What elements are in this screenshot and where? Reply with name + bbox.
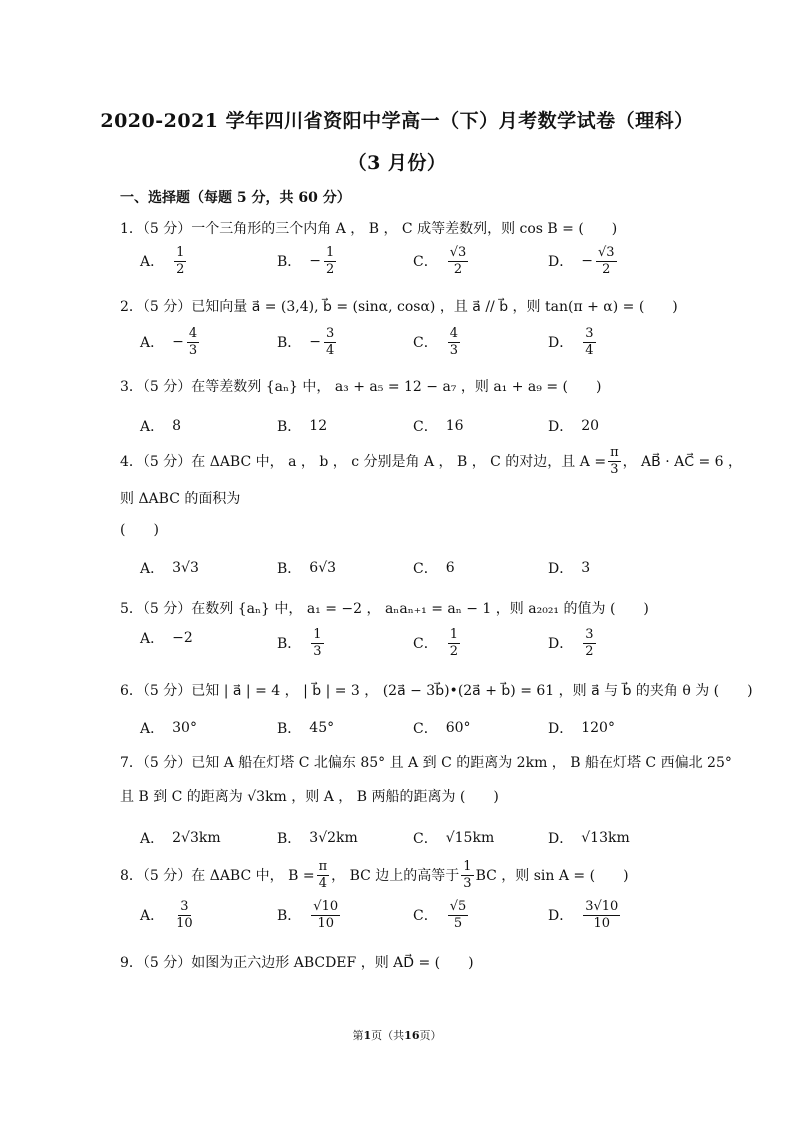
fraction: $\frac{1}{3}$	[463, 859, 472, 891]
option-b: B． 12	[277, 418, 328, 435]
exam-title: 2020-2021 学年四川省资阳中学高一（下）月考数学试卷（理科）	[100, 110, 694, 132]
option-d: D． $\frac{3}{2}$	[548, 627, 594, 659]
question-5-stem: 5．（5 分）在数列 {aₙ} 中， a₁ = −2 ， aₙaₙ₊₁ = aₙ − 1 ，则 a₂₀₂₁ 的值为 ( )	[120, 601, 649, 617]
fraction: $\frac{\pi}{4}$	[318, 859, 328, 891]
fraction: $\frac{\pi}{3}$	[610, 445, 619, 477]
option-a: A． −2	[140, 630, 193, 647]
option-c: C． $\frac{4}{3}$	[413, 326, 458, 358]
question-3-stem: 3．（5 分）在等差数列 {aₙ} 中， a₃ + a₅ = 12 − a₇ ，则 a₁ + a₉ = ( )	[120, 379, 602, 395]
option-c: C． $\frac{√5}{5}$	[413, 899, 467, 931]
option-d: D． 120°	[548, 720, 615, 737]
question-4-line-3: ( )	[120, 522, 159, 538]
fraction: $\frac{1}{2}$	[326, 245, 335, 277]
question-1-stem: 1．（5 分）一个三角形的三个内角 A ， B ， C 成等差数列，则 cos B = ( )	[120, 221, 618, 237]
fraction: $\frac{3}{4}$	[326, 326, 335, 358]
option-b: B． $\frac{1}{3}$	[277, 627, 322, 659]
fraction: $\frac{√3}{2}$	[449, 245, 467, 277]
option-d: D． 3	[548, 560, 591, 577]
question-8-stem: 8．（5 分）在 ΔABC 中， B = $\frac{\pi}{4}$ ， BC 边上的高等于 $\frac{1}{3}$ BC ，则 sin A = ( )	[120, 859, 629, 891]
fraction: $\frac{3√10}{10}$	[585, 899, 619, 931]
option-c: C． 6	[413, 560, 455, 577]
option-d: D． 20	[548, 418, 600, 435]
total-page-number: 16	[404, 1029, 420, 1042]
question-4-stem: 4．（5 分）在 ΔABC 中， a ， b ， c 分别是角 A ， B ， C 的对边，且 A = $\frac{\pi}{3}$ ， AB⃗ · AC⃗ = 6 ，	[120, 445, 742, 477]
fraction: $\frac{√10}{10}$	[313, 899, 339, 931]
option-a: A． 8	[140, 418, 182, 435]
question-1-options	[0, 246, 794, 286]
fraction: $\frac{√3}{2}$	[597, 245, 615, 277]
question-4-line-2: 则 ΔABC 的面积为	[120, 491, 241, 507]
option-b: B． − $\frac{3}{4}$	[277, 326, 335, 358]
option-c: C． 60°	[413, 720, 471, 737]
option-c: C． √15km	[413, 830, 495, 847]
option-a: A． 3√3	[140, 560, 199, 577]
current-page-number: 1	[363, 1029, 372, 1042]
option-c: C． 16	[413, 418, 464, 435]
option-b: B． $\frac{√10}{10}$	[277, 899, 339, 931]
question-8-options	[0, 900, 794, 940]
option-d: D． $\frac{3}{4}$	[548, 326, 594, 358]
option-a: A． 2√3km	[140, 830, 221, 847]
question-4-options	[0, 558, 794, 598]
fraction: $\frac{1}{2}$	[449, 627, 458, 659]
option-d: D． √13km	[548, 830, 630, 847]
fraction: $\frac{1}{2}$	[176, 245, 185, 277]
section-heading: 一、选择题（每题 5 分，共 60 分）	[120, 190, 351, 206]
option-d: D． − $\frac{√3}{2}$	[548, 245, 615, 277]
fraction: $\frac{√5}{5}$	[449, 899, 467, 931]
question-7-stem: 7．（5 分）已知 A 船在灯塔 C 北偏东 85° 且 A 到 C 的距离为 2km ， B 船在灯塔 C 西偏北 25°	[120, 755, 732, 771]
option-b: B． − $\frac{1}{2}$	[277, 245, 335, 277]
fraction: $\frac{4}{3}$	[188, 326, 198, 358]
option-a: A． $\frac{1}{2}$	[140, 245, 185, 277]
option-c: C． $\frac{√3}{2}$	[413, 245, 467, 277]
option-a: A． $\frac{3}{10}$	[140, 899, 193, 931]
fraction: $\frac{3}{10}$	[176, 899, 193, 931]
option-a: A． − $\frac{4}{3}$	[140, 326, 198, 358]
question-6-stem: 6．（5 分）已知 | a⃗ | = 4 ， | b⃗ | = 3 ， (2a⃗ − 3b⃗)•(2a⃗ + b⃗) = 61 ，则 a⃗ 与 b⃗ 的夹角 θ 为 ( )	[120, 683, 753, 699]
option-c: C． $\frac{1}{2}$	[413, 627, 458, 659]
option-b: B． 3√2km	[277, 830, 358, 847]
option-b: B． 45°	[277, 720, 335, 737]
question-7-line-2: 且 B 到 C 的距离为 √3km ，则 A ， B 两船的距离为 ( )	[120, 789, 499, 805]
fraction: $\frac{4}{3}$	[449, 326, 458, 358]
option-a: A． 30°	[140, 720, 197, 737]
page-footer: 第1页（共16页）	[352, 1029, 442, 1042]
question-9-stem: 9．（5 分）如图为正六边形 ABCDEF ，则 AD⃗ = ( )	[120, 955, 474, 971]
question-5-options	[0, 628, 794, 668]
fraction: $\frac{3}{4}$	[585, 326, 594, 358]
question-2-stem: 2．（5 分）已知向量 a⃗ = (3,4), b⃗ = (sinα, cosα) ，且 a⃗ // b⃗ ，则 tan(π + α) = ( )	[120, 299, 678, 315]
fraction: $\frac{3}{2}$	[585, 627, 594, 659]
question-2-options	[0, 327, 794, 367]
exam-subtitle: （3 月份）	[347, 152, 447, 174]
fraction: $\frac{1}{3}$	[313, 627, 322, 659]
option-d: D． $\frac{3√10}{10}$	[548, 899, 619, 931]
option-b: B． 6√3	[277, 560, 337, 577]
